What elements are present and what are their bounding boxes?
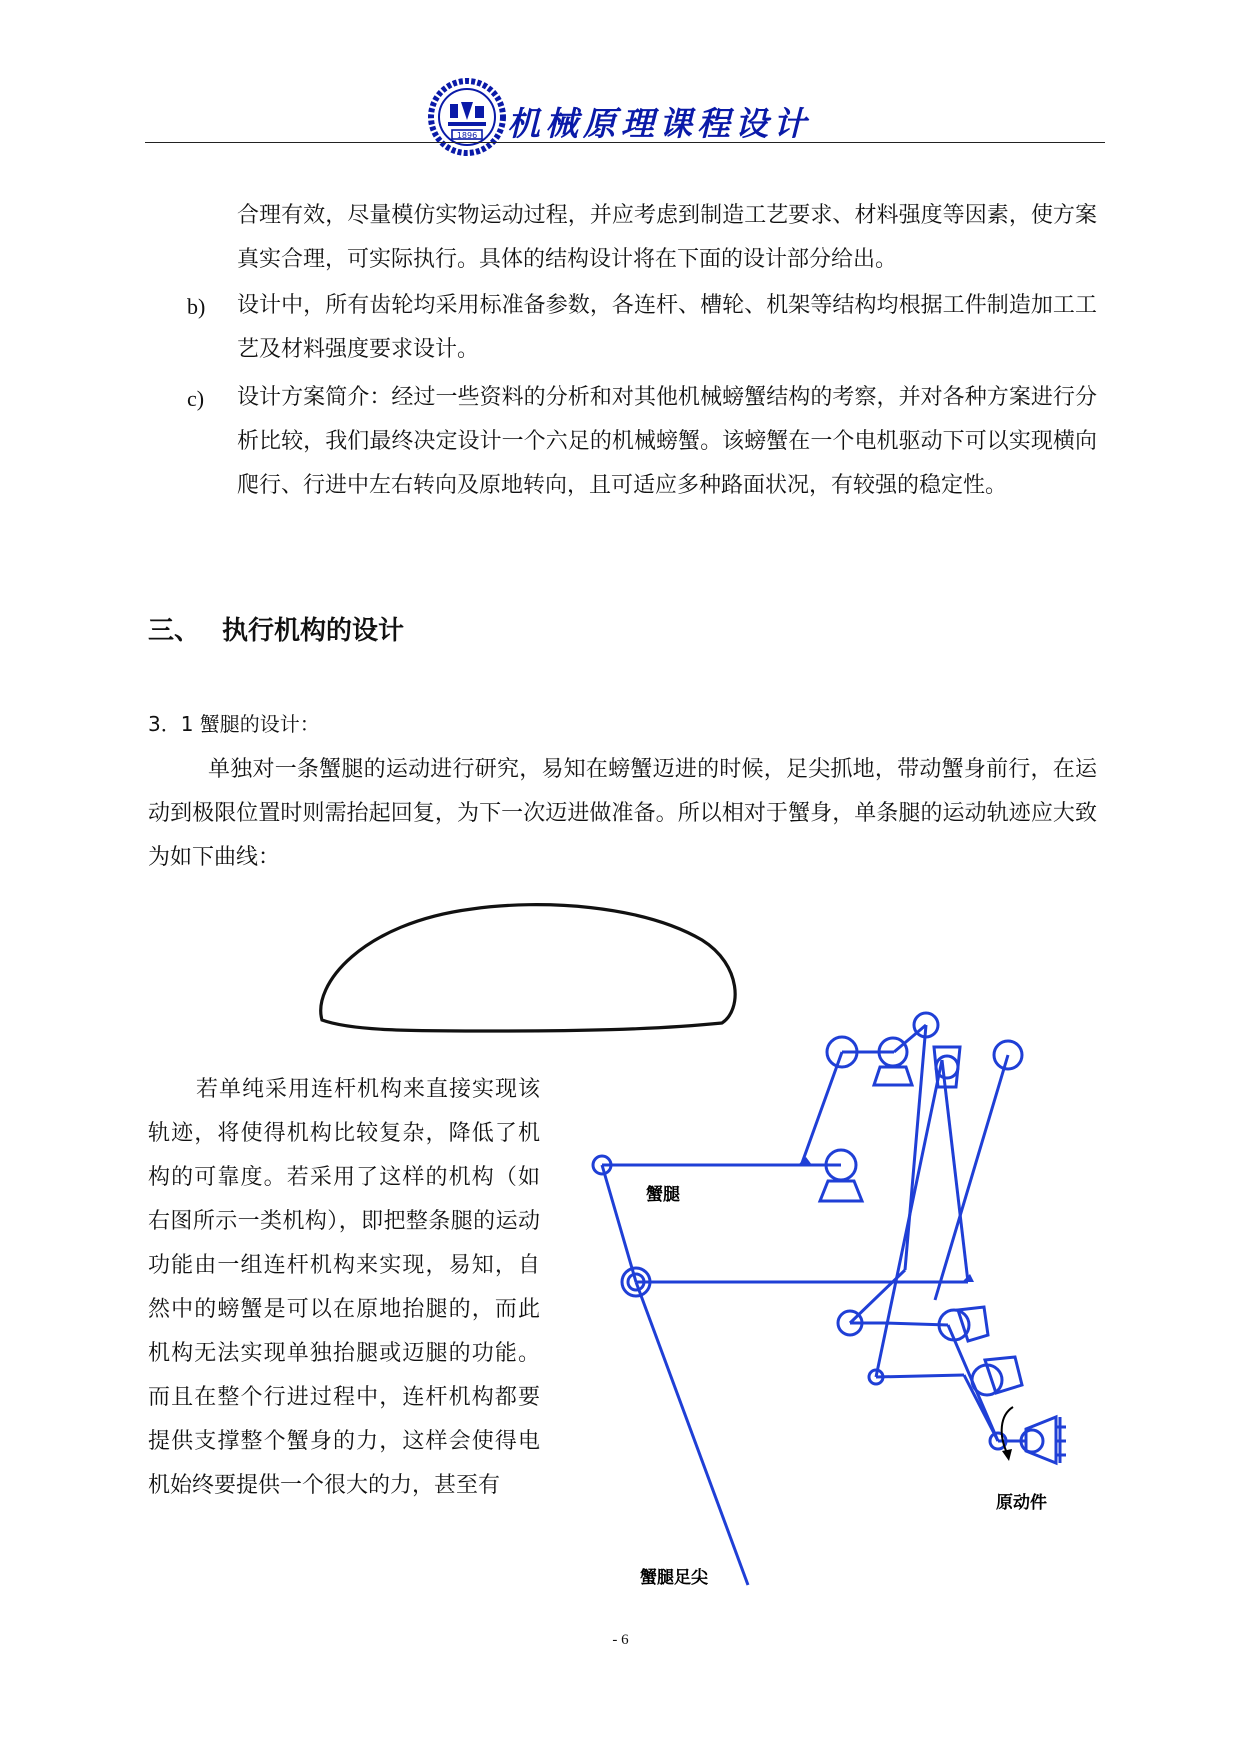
header-rule	[145, 142, 1105, 143]
list-item-b-label: b)	[187, 294, 206, 319]
university-seal-icon	[428, 78, 506, 156]
body-paragraph-1	[148, 748, 1097, 880]
subsection-heading: 3．1 蟹腿的设计：	[148, 712, 320, 736]
body-paragraph-2	[148, 1068, 540, 1508]
list-item-b	[237, 284, 1097, 372]
section-title: 执行机构的设计	[222, 616, 405, 646]
page-header	[145, 62, 1105, 146]
leg-link-upper	[602, 1165, 636, 1282]
body-paragraph-1-text: 单独对一条蟹腿的运动进行研究，易知在螃蟹迈进的时候，足尖抓地，带动蟹身前行，在运动到极限位置时则需抬起回复，为下一次迈进做准备。所以相对于蟹身，单条腿的运动轨迹应大致为如下曲线：	[148, 757, 1097, 870]
page-number: - 6	[612, 1632, 629, 1648]
intro-text: 合理有效，尽量模仿实物运动过程，并应考虑到制造工艺要求、材料强度等因素，使方案真实合理，可实际执行。具体的结构设计将在下面的设计部分给出。	[237, 203, 1097, 272]
seal-year: 1896	[456, 131, 478, 140]
label-driver: 原动件	[996, 1493, 1047, 1513]
label-leg-tip: 蟹腿足尖	[640, 1568, 708, 1588]
list-item-c-label: c)	[187, 386, 205, 411]
list-item-c	[237, 376, 1097, 508]
list-item-b-text: 设计中，所有齿轮均采用标准备参数，各连杆、槽轮、机架等结构均根据工件制造加工工艺及材料强度要求设计。	[237, 293, 1097, 362]
section-number: 三、	[148, 616, 201, 646]
section-heading	[148, 610, 404, 647]
header-title: 机械原理课程设计	[507, 104, 811, 143]
label-crab-leg: 蟹腿	[646, 1185, 680, 1205]
list-item-c-text: 设计方案简介：经过一些资料的分析和对其他机械螃蟹结构的考察，并对各种方案进行分析比较，我们最终决定设计一个六足的机械螃蟹。该螃蟹在一个电机驱动下可以实现横向爬行、行进中左右转向及原地转向，且可适应多种路面状况，有较强的稳定性。	[237, 385, 1097, 498]
intro-paragraph	[237, 194, 1097, 282]
leg-link-lower	[636, 1282, 748, 1585]
crank-link-1	[802, 1052, 842, 1163]
body-paragraph-2-text: 若单纯采用连杆机构来直接实现该轨迹，将使得机构比较复杂，降低了机构的可靠度。若采用了这样的机构（如右图所示一类机构），即把整条腿的运动功能由一组连杆机构来实现，易知，自然中的螃蟹是可以在原地抬腿的，而此机构无法实现单独抬腿或迈腿的功能。而且在整个行进过程中，连杆机构都要提供支撑整个蟹身的力，这样会使得电机始终要提供一个很大的力，甚至有	[148, 1077, 540, 1498]
long-link-2	[876, 1060, 942, 1377]
